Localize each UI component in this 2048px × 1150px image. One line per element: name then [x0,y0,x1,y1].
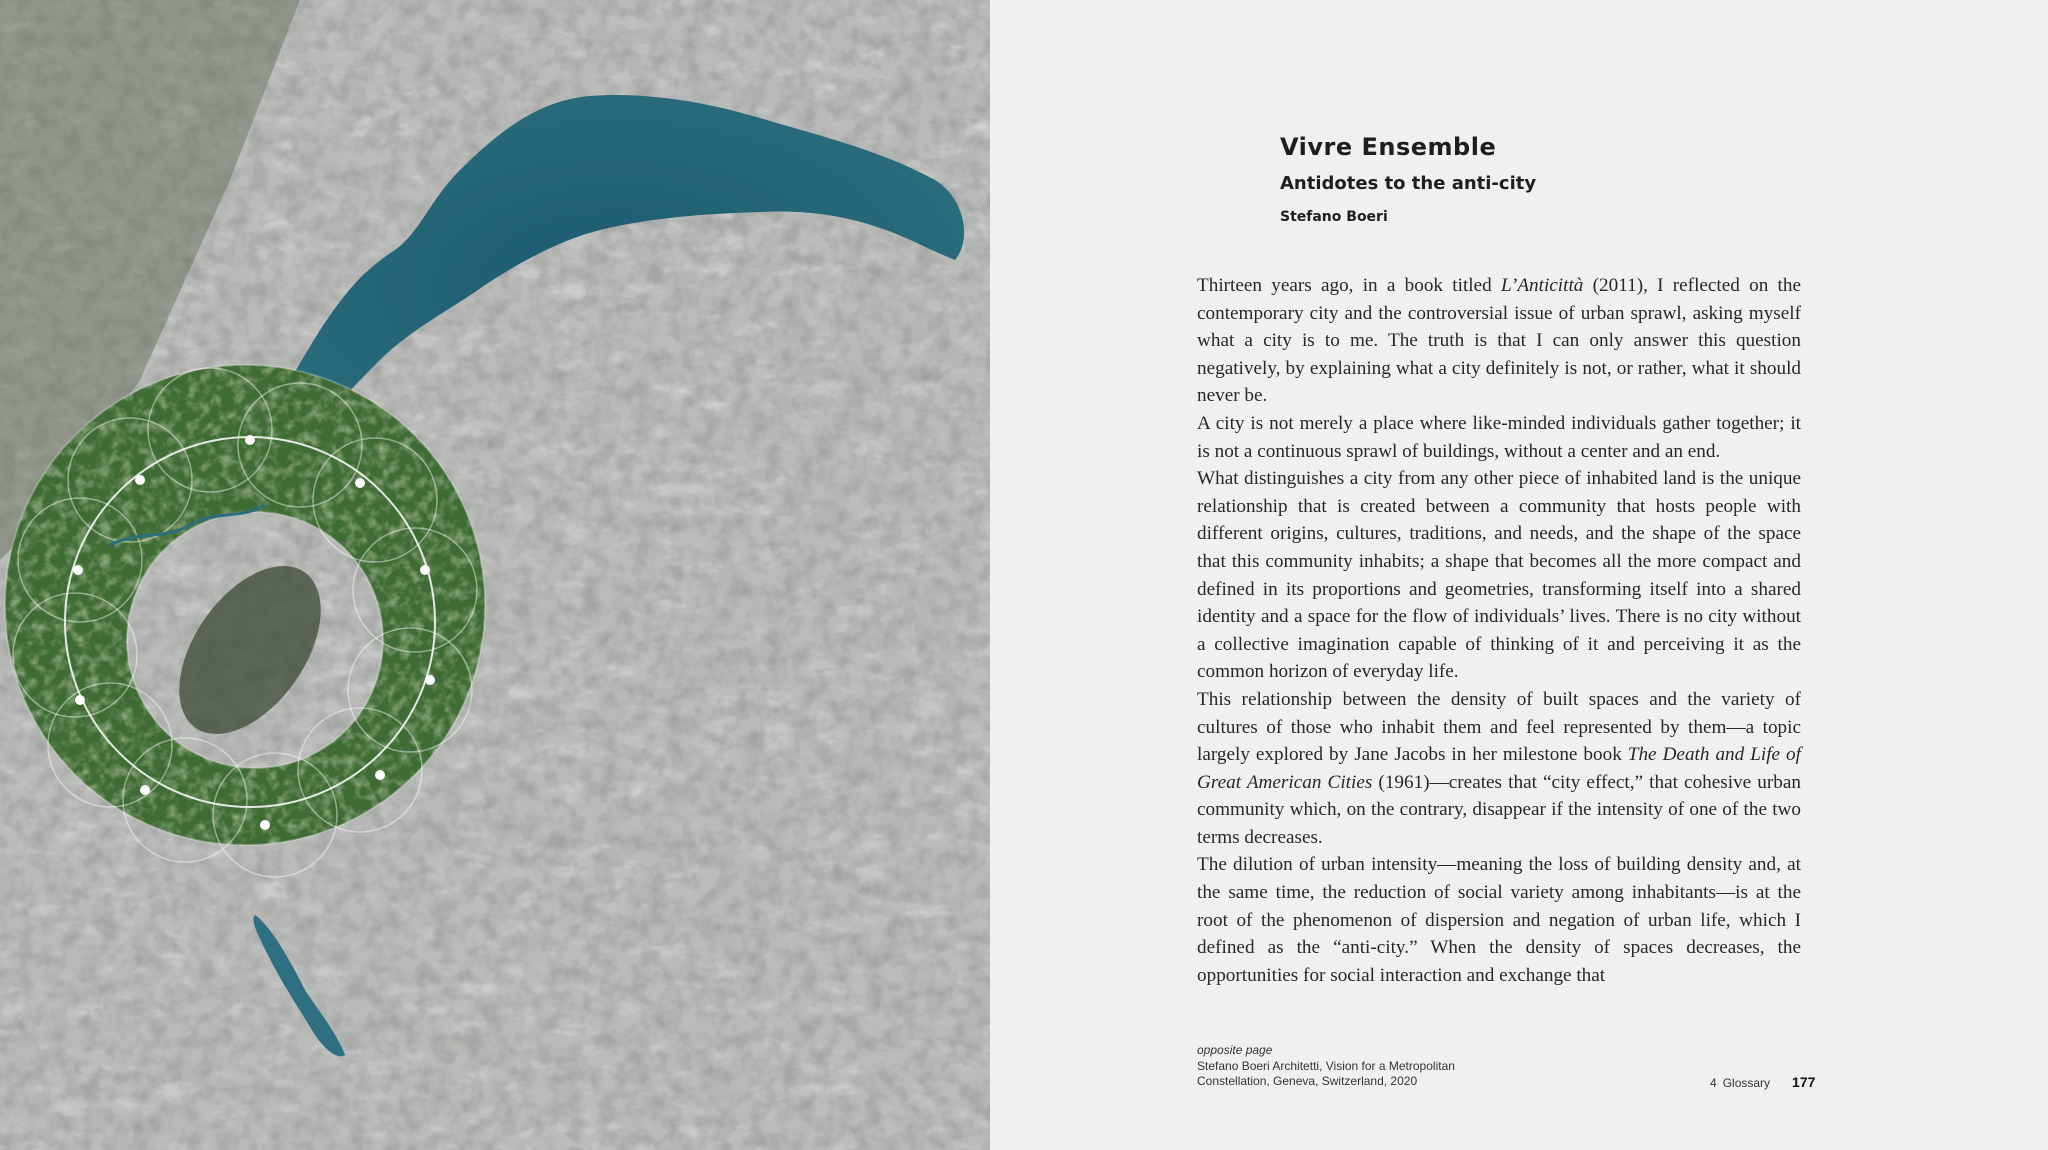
paragraph-2: A city is not merely a place where like-minded individuals gather together; it is not a continuous sprawl of buildings, without a center and an end. [1197,412,1801,462]
green-ring [0,0,990,1150]
article-heading [1280,132,1536,226]
caption-line-1: Stefano Boeri Architetti, Vision for a Metropolitan [1197,1058,1455,1073]
paragraph-1: Thirteen years ago, in a book titled L’Anticittà (2011), I reflected on the contemporary city and the controversial issue of urban sprawl, asking myself what a city is to me. The truth is that I can only answer this question negatively, by explaining what a city definitely is not, or rather, what it should never be. [1197,275,1801,407]
page-number: 177 [1792,1074,1816,1090]
paragraph-4: This relationship between the density of built spaces and the variety of cultures of those who inhabit them and feel represented by them—a topic largely explored by Jane Jacobs in her milestone book The Death and Life of Great American Cities (1961)—creates that “city effect,” that cohesive urban community which, on the contrary, disappear if the intensity of one of the two terms decreases. [1197,688,1801,848]
image-caption [1197,1043,1455,1090]
paragraph-5: The dilution of urban intensity—meaning the loss of building density and, at the same time, the reduction of social variety among inhabitants—is at the root of the phenomenon of dispersion and negation of urban life, which I defined as the “anti-city.” When the density of spaces decreases, the opportunities for social interaction and exchange that [1197,854,1801,986]
aerial-map-image [0,0,990,1150]
caption-label: opposite page [1197,1043,1273,1057]
book-title-jacobs: The Death and Life of Great American Cities [1197,744,1801,793]
caption-line-2: Constellation, Geneva, Switzerland, 2020 [1197,1074,1418,1088]
chapter-name: Glossary [1722,1076,1771,1090]
page-footer [1710,1074,1815,1090]
article-body [1197,272,1801,989]
chapter-number: 4 [1710,1076,1717,1090]
book-title-anticitta: L’Anticittà [1500,275,1584,296]
satellite-map-illustration [0,0,990,1150]
article-subtitle: Antidotes to the anti-city [1280,173,1537,194]
article-author: Stefano Boeri [1280,209,1388,225]
right-page [990,0,2048,1150]
paragraph-3: What distinguishes a city from any other piece of inhabited land is the unique relationship that is created between a community that hosts people with different origins, cultures, traditions, and needs, and the shape of the space that this community inhabits; a shape that becomes all the more compact and defined in its proportions and geometries, transforming itself into a shared identity and a space for the flow of individuals’ lives. There is no city without a collective imagination capable of thinking of it and perceiving it as the common horizon of everyday life. [1197,468,1801,683]
article-title: Vivre Ensemble [1280,133,1497,161]
